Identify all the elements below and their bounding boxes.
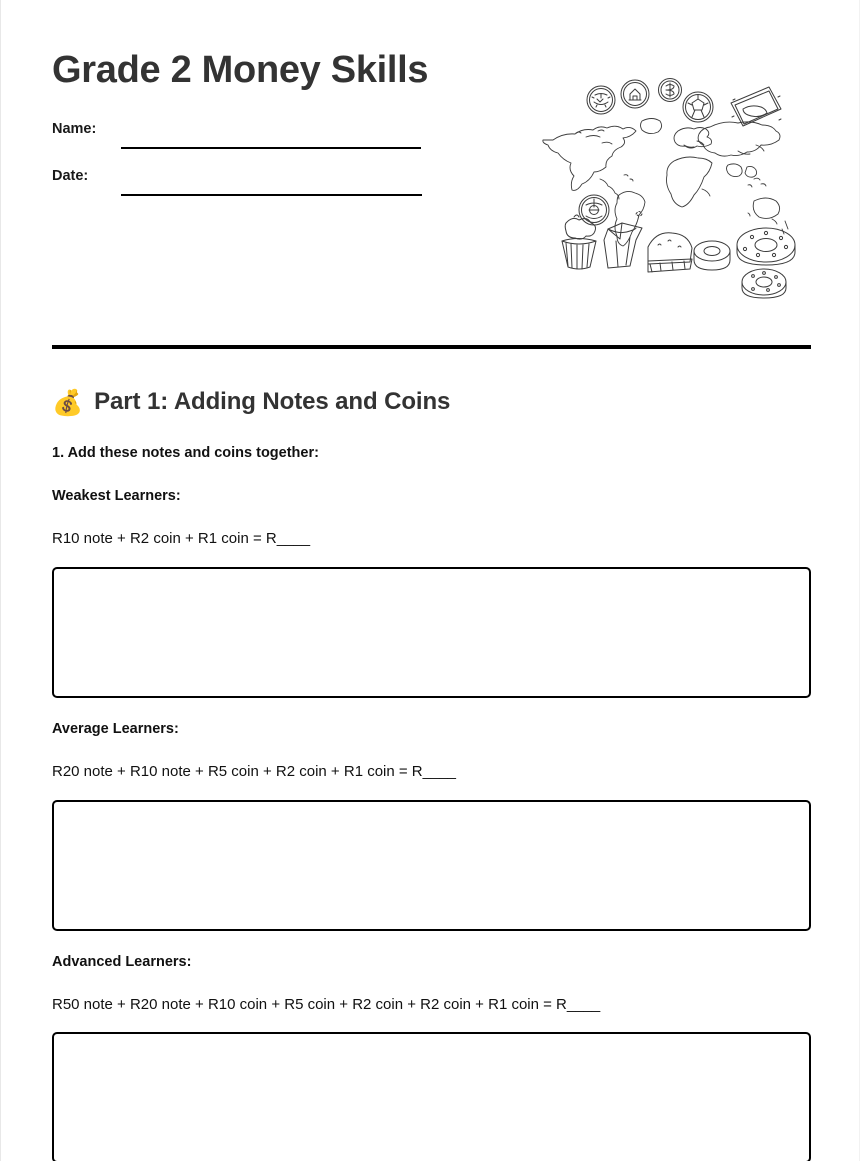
banknote [731,87,781,126]
world-map [543,119,788,247]
cupcake [562,215,596,269]
donut-large [737,228,795,265]
coin-left [579,195,609,225]
tier-problem-weakest: R10 note + R2 coin + R1 coin = R____ [52,530,311,547]
world-map-money-illustration [542,69,804,309]
donut-small [742,269,786,298]
tier-problem-advanced: R50 note + R20 note + R10 coin + R5 coin + R2 coin + R2 coin + R1 coin = R____ [52,996,601,1013]
coin-top-1 [587,86,615,114]
money-bag-icon: 💰 [52,387,84,417]
date-field-label: Date: [52,168,89,184]
answer-box-weakest[interactable] [52,567,811,698]
coin-top-3 [659,79,682,102]
question-prompt: 1. Add these notes and coins together: [52,445,319,461]
name-write-line[interactable] [121,147,421,149]
tier-problem-average: R20 note + R10 note + R5 coin + R2 coin + R1 coin = R____ [52,763,457,780]
paper-bag [604,212,642,269]
sandwich [648,233,692,272]
bread-roll [694,241,730,270]
part-title: Part 1: Adding Notes and Coins [94,388,451,415]
part-heading [52,388,450,416]
coin-top-4 [683,92,713,122]
page-title: Grade 2 Money Skills [52,49,429,91]
answer-box-advanced[interactable] [52,1032,811,1161]
tier-label-advanced: Advanced Learners: [52,954,192,970]
name-field-label: Name: [52,121,97,137]
date-write-line[interactable] [121,194,422,196]
section-divider [52,345,811,349]
coin-top-2 [621,80,649,108]
tier-label-weakest: Weakest Learners: [52,488,181,504]
tier-label-average: Average Learners: [52,721,179,737]
answer-box-average[interactable] [52,800,811,931]
